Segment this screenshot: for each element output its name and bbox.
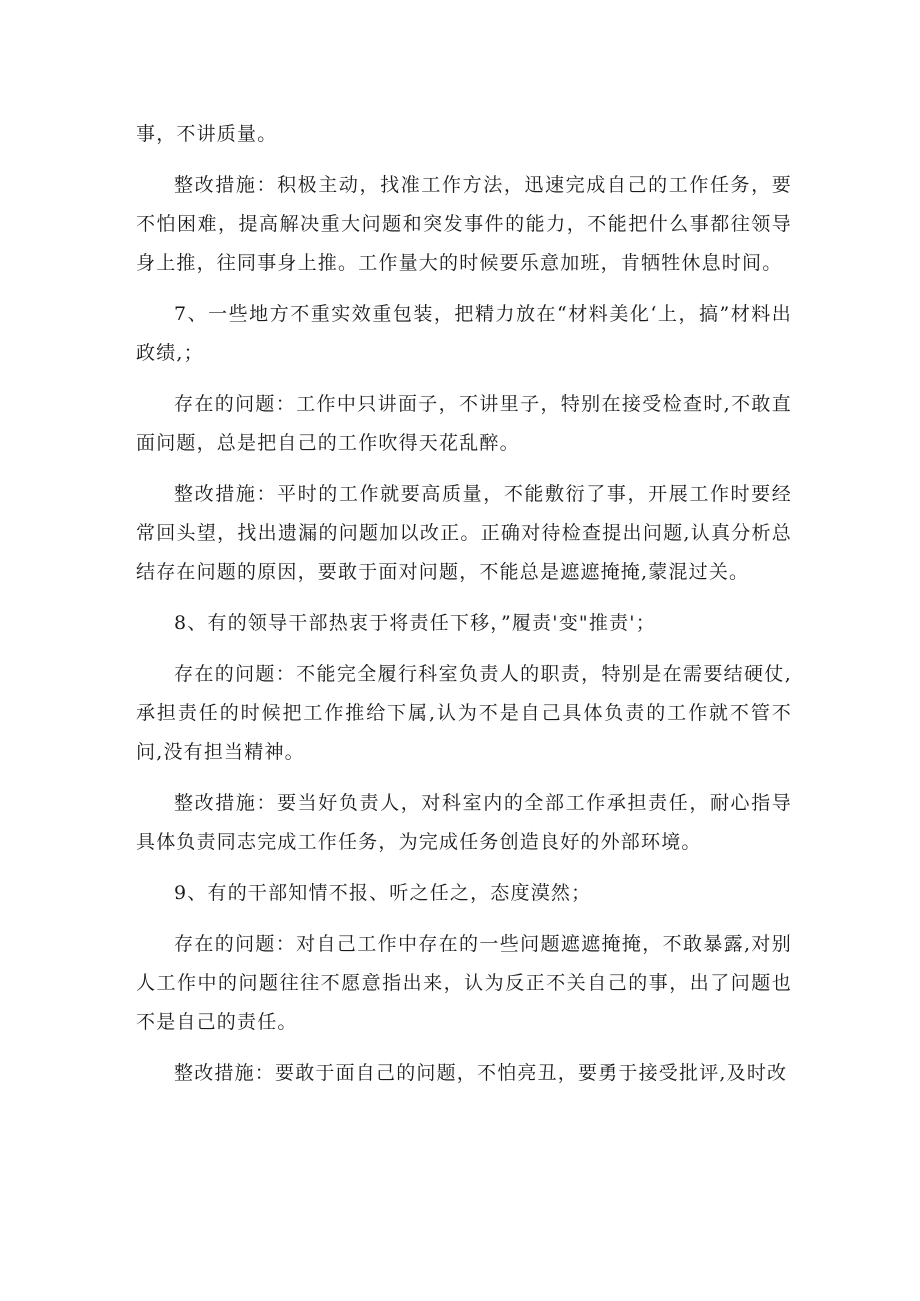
paragraph-continuation: 事，不讲质量。 [136,123,278,145]
paragraph-rectification-measures: 整改措施：积极主动，找准工作方法，迅速完成自己的工作任务，要不怕困难，提高解决重大问题和突发事件的能力，不能把什么事都往领导身上推，往同事身上推。工作量大的时候要乐意加班，肯牺牲休息时间。 [136,174,792,274]
paragraph-existing-problems: 存在的问题：不能完全履行科室负责人的职责，特别是在需要结硬仗,承担责任的时候把工作推给下属,认为不是自己具体负责的工作就不管不问,没有担当精神。 [136,663,792,763]
paragraph-rectification-measures: 整改措施：要敢于面自己的问题，不怕亮丑，要勇于接受批评,及时改 [174,1062,788,1084]
paragraph-item-8-heading: 8、有的领导干部热衷于将责任下移，”履责'变"推责'； [174,612,656,634]
paragraph-existing-problems: 存在的问题：对自己工作中存在的一些问题遮遮掩掩，不敢暴露,对别人工作中的问题往往不愿意指出来，认为反正不关自己的事，出了问题也不是自己的责任。 [136,933,792,1033]
paragraph-rectification-measures: 整改措施：要当好负责人，对科室内的全部工作承担责任，耐心指导具体负责同志完成工作任务，为完成任务创造良好的外部环境。 [136,792,792,853]
paragraph-item-9-heading: 9、有的干部知情不报、听之任之，态度漠然； [174,882,592,904]
paragraph-existing-problems: 存在的问题：工作中只讲面子，不讲里子，特别在接受检查时,不敢直面问题，总是把自己的工作吹得天花乱醉。 [136,393,792,454]
document-body [136,115,792,1105]
paragraph-item-7-heading: 7、一些地方不重实效重包装，把精力放在“材料美化‘上，搞”材料出政绩,； [136,303,792,364]
paragraph-rectification-measures: 整改措施：平时的工作就要高质量，不能敷衍了事，开展工作时要经常回头望，找出遗漏的问题加以改正。正确对待检查提出问题,认真分析总结存在问题的原因，要敢于面对问题，不能总是遮遮掩掩,蒙混过关。 [136,483,792,583]
